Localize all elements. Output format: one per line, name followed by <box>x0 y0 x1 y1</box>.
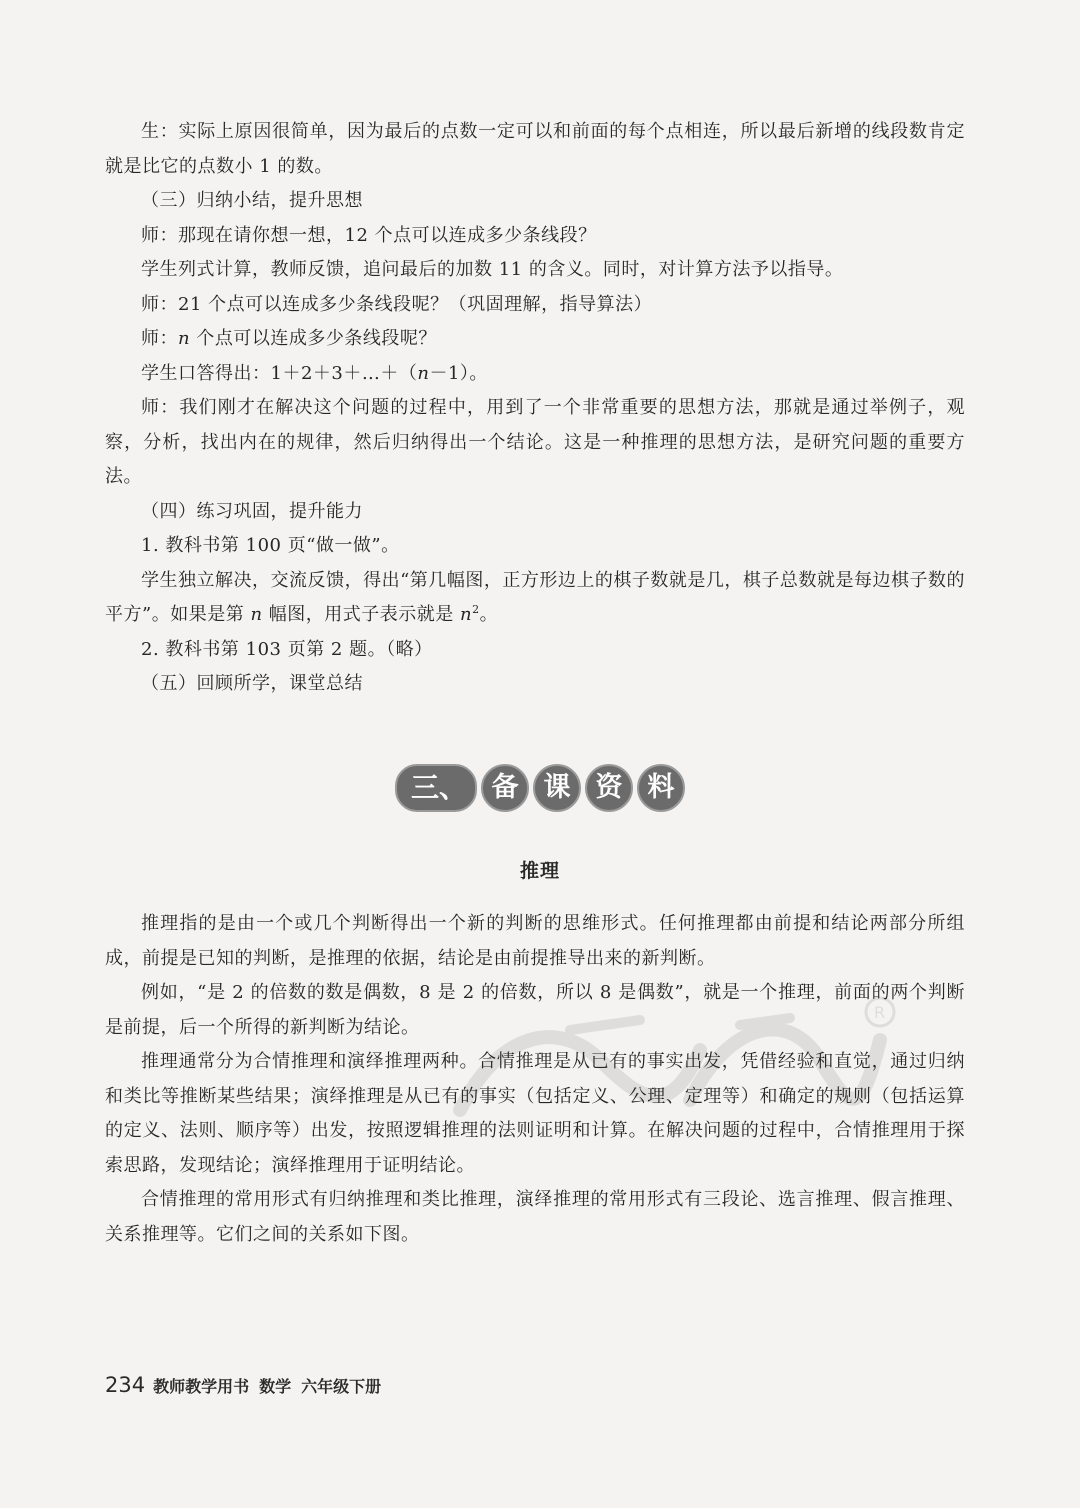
paragraph: 1. 教科书第 100 页“做一做”。 <box>141 535 400 556</box>
text-span: 师： <box>141 328 178 349</box>
paragraph: 例如，“是 2 的倍数的数是偶数，8 是 2 的倍数，所以 8 是偶数”，就是一个推理，前面的两个判断是前提，后一个所得的新判断为结论。 <box>105 982 965 1038</box>
section-banner <box>0 763 1080 813</box>
paragraph: 生：实际上原因很简单，因为最后的点数一定可以和前面的每个点相连，所以最后新增的线段数肯定就是比它的点数小 1 的数。 <box>105 121 965 177</box>
book-grade: 六年级下册 <box>301 1377 382 1396</box>
paragraph: 师：我们刚才在解决这个问题的过程中，用到了一个非常重要的思想方法，那就是通过举例子，观察，分析，找出内在的规律，然后归纳得出一个结论。这是一种推理的思想方法，是研究问题的重要方法。 <box>105 397 965 487</box>
paragraph: 师：那现在请你想一想，12 个点可以连成多少条线段？ <box>141 224 597 246</box>
section-heading: 推理 <box>519 860 560 882</box>
text-span: 个点可以连成多少条线段呢？ <box>190 328 437 349</box>
text-span: 学生口答得出：1＋2＋3＋…＋（ <box>141 362 418 384</box>
paragraph: （五）回顾所学，课堂总结 <box>141 673 363 694</box>
banner-char: 备 <box>481 764 529 812</box>
math-variable: n <box>459 604 473 625</box>
banner-number: 三、 <box>395 764 477 812</box>
paragraph: 推理通常分为合情推理和演绎推理两种。合情推理是从已有的事实出发，凭借经验和直觉，通过归纳和类比等推断某些结果；演绎推理是从已有的事实（包括定义、公理、定理等）和确定的规则（包括运算的定义、法则、顺序等）出发，按照逻辑推理的法则证明和计算。在解决问题的过程中，合情推理用于探索思路，发现结论；演绎推理用于证明结论。 <box>105 1051 965 1176</box>
paragraph: 推理指的是由一个或几个判断得出一个新的判断的思维形式。任何推理都由前提和结论两部分所组成，前提是已知的判断，是推理的依据，结论是由前提推导出来的新判断。 <box>105 913 965 969</box>
banner-char: 课 <box>533 764 581 812</box>
paragraph: 2. 教科书第 103 页第 2 题。（略） <box>141 638 433 660</box>
page-number: 234 <box>105 1373 146 1397</box>
math-variable: n <box>250 604 263 625</box>
paragraph: （四）练习巩固，提升能力 <box>141 500 363 522</box>
page-footer <box>105 1373 391 1397</box>
lesson-text-block <box>105 115 965 702</box>
paragraph-square <box>105 564 965 633</box>
banner-char: 料 <box>637 764 685 812</box>
superscript: 2 <box>472 603 480 616</box>
math-variable: n <box>178 328 191 349</box>
banner-char: 资 <box>585 764 633 812</box>
paragraph: 合情推理的常用形式有归纳推理和类比推理，演绎推理的常用形式有三段论、选言推理、假言推理、关系推理等。它们之间的关系如下图。 <box>105 1189 965 1245</box>
paragraph: 师：21 个点可以连成多少条线段呢？（巩固理解，指导算法） <box>141 293 653 315</box>
book-title: 教师教学用书 <box>153 1377 250 1396</box>
reference-text-block <box>105 907 965 1252</box>
svg-text:R: R <box>874 1003 886 1022</box>
text-span: 。 <box>479 604 499 625</box>
text-span: 学生独立解决，交流反馈，得出“第几幅图，正方形边上的棋子数就是几，棋子总数就是每边棋子数的平方”。如果是第 <box>105 569 965 625</box>
paragraph: 学生列式计算，教师反馈，追问最后的加数 11 的含义。同时，对计算方法予以指导。 <box>141 259 844 280</box>
paragraph-answer <box>105 357 965 392</box>
text-span: －1）。 <box>429 362 488 384</box>
math-variable: n <box>417 362 430 384</box>
text-span: 幅图，用式子表示就是 <box>262 604 460 625</box>
paragraph-n-question <box>105 322 965 357</box>
book-subject: 数学 <box>259 1377 292 1396</box>
paragraph: （三）归纳小结，提升思想 <box>141 190 363 211</box>
